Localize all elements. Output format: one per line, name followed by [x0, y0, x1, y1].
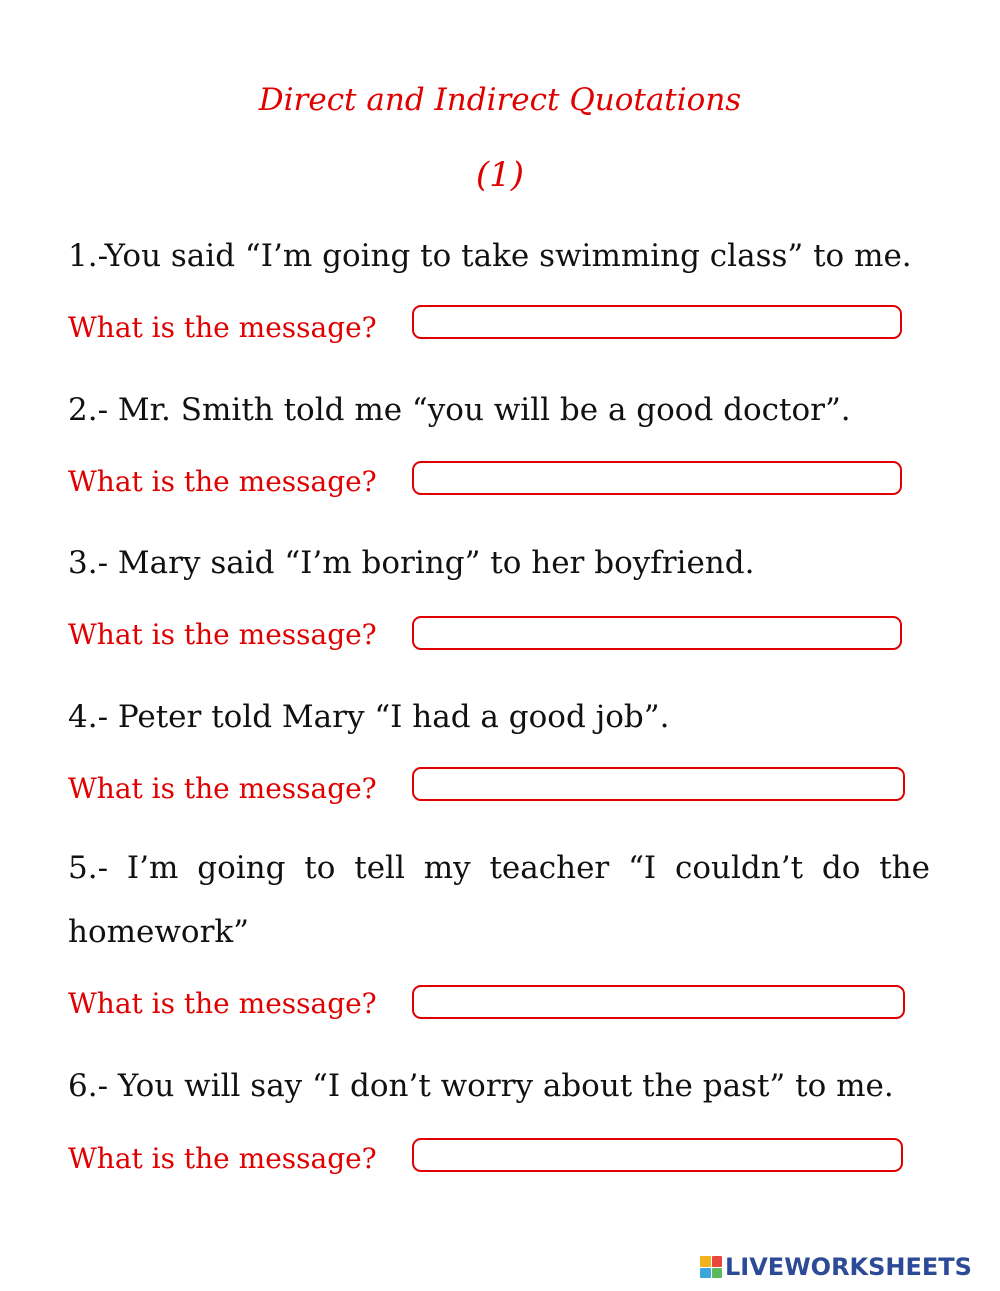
question-6-answer-field[interactable] — [412, 1138, 903, 1172]
liveworksheets-brand — [700, 1252, 972, 1282]
question-4-answer-field[interactable] — [412, 767, 905, 801]
logo-square — [712, 1268, 723, 1279]
question-1-sentence: 1.-You said “I’m going to take swimming class” to me. — [68, 238, 912, 274]
question-6-sentence: 6.- You will say “I don’t worry about the past” to me. — [68, 1068, 894, 1104]
logo-square — [700, 1256, 711, 1267]
question-3-sentence: 3.- Mary said “I’m boring” to her boyfriend. — [68, 545, 755, 581]
logo-square — [712, 1256, 723, 1267]
worksheet-subtitle: (1) — [475, 155, 525, 195]
question-4-sentence: 4.- Peter told Mary “I had a good job”. — [68, 699, 670, 735]
worksheet-title: Direct and Indirect Quotations — [258, 82, 742, 118]
question-5-sentence: 5.- I’m going to tell my teacher “I couldn’t do the homework” — [68, 850, 930, 950]
question-5-prompt: What is the message? — [68, 987, 377, 1020]
question-6-prompt: What is the message? — [68, 1142, 377, 1175]
question-1-prompt: What is the message? — [68, 311, 377, 344]
question-5-answer-field[interactable] — [412, 985, 905, 1019]
brand-name: LIVEWORKSHEETS — [725, 1253, 972, 1281]
question-2-sentence: 2.- Mr. Smith told me “you will be a good doctor”. — [68, 392, 851, 428]
liveworksheets-logo-icon — [700, 1256, 722, 1278]
question-4-prompt: What is the message? — [68, 772, 377, 805]
question-3-answer-field[interactable] — [412, 616, 902, 650]
question-2-prompt: What is the message? — [68, 465, 377, 498]
question-3-prompt: What is the message? — [68, 618, 377, 651]
question-1-answer-field[interactable] — [412, 305, 902, 339]
logo-square — [700, 1268, 711, 1279]
question-2-answer-field[interactable] — [412, 461, 902, 495]
